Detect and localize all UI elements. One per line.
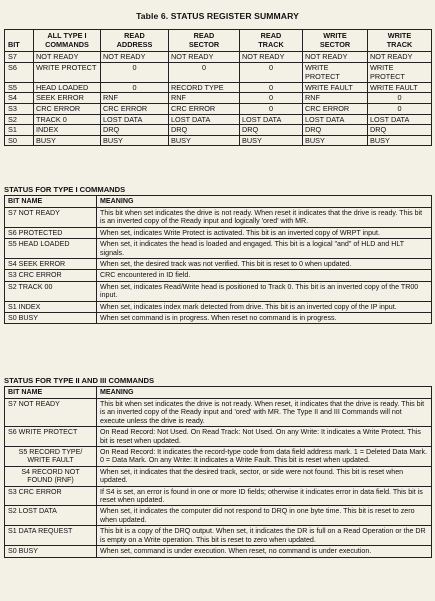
summary-row	[5, 52, 432, 63]
summary-cell: NOT READY	[368, 52, 432, 63]
summary-cell: BUSY	[303, 135, 368, 146]
type23-meaning: On Read Record: Not Used. On Read Track: Not Used. On any Write: It indicates a Write Protect. This bit is reset when updated.	[97, 427, 432, 447]
type23-row	[5, 447, 432, 467]
summary-cell: BUSY	[101, 135, 169, 146]
summary-cell: 0	[368, 103, 432, 114]
summary-cell: SEEK ERROR	[34, 93, 101, 104]
summary-row	[5, 114, 432, 125]
summary-bit-cell: S7	[5, 52, 34, 63]
type23-bit-name: S2 LOST DATA	[5, 506, 97, 526]
summary-cell: CRC ERROR	[101, 103, 169, 114]
type23-bit-name: S0 BUSY	[5, 546, 97, 557]
type1-row	[5, 208, 432, 228]
type23-bit-name: S7 NOT READY	[5, 399, 97, 427]
summary-cell: 0	[240, 82, 303, 93]
summary-cell: RNF	[169, 93, 240, 104]
summary-cell: DRQ	[169, 125, 240, 136]
type1-meaning: CRC encountered in ID field.	[97, 270, 432, 281]
summary-header: BIT	[5, 30, 34, 52]
type23-header-row	[5, 387, 432, 399]
type23-row	[5, 546, 432, 557]
summary-bit-cell: S1	[5, 125, 34, 136]
type1-bit-name: S1 INDEX	[5, 301, 97, 312]
type1-bit-name: S5 HEAD LOADED	[5, 239, 97, 259]
type23-meaning: When set, it indicates that the desired track, sector, or side were not found. This bit is reset when updated.	[97, 466, 432, 486]
summary-header: READ SECTOR	[169, 30, 240, 52]
summary-cell: HEAD LOADED	[34, 82, 101, 93]
type23-bit-name: S4 RECORD NOT FOUND (RNF)	[5, 466, 97, 486]
type1-col-meaning: MEANING	[97, 196, 432, 208]
type23-row	[5, 506, 432, 526]
type23-heading: STATUS FOR TYPE II AND III COMMANDS	[4, 376, 155, 385]
summary-cell: 0	[101, 82, 169, 93]
type1-heading: STATUS FOR TYPE I COMMANDS	[4, 185, 126, 194]
type1-bit-name: S0 BUSY	[5, 313, 97, 324]
summary-bit-cell: S3	[5, 103, 34, 114]
summary-cell: DRQ	[240, 125, 303, 136]
type23-meaning: On Read Record: It indicates the record-type code from data field address mark. 1 = Deleted Data Mark. 0 = Data Mark. On any Write: It indicates a Write Fault. This bit is reset when updated.	[97, 447, 432, 467]
summary-cell: DRQ	[303, 125, 368, 136]
summary-cell: DRQ	[101, 125, 169, 136]
summary-cell: RNF	[101, 93, 169, 104]
type23-meaning: This bit when set indicates the drive is not ready. When reset, it indicates that the drive is ready. This bit is an inverted copy of the Ready input and 'ored' with MR. The Type II and III Commands will not execute unless the drive is ready.	[97, 399, 432, 427]
summary-cell: INDEX	[34, 125, 101, 136]
summary-cell: NOT READY	[240, 52, 303, 63]
summary-row	[5, 135, 432, 146]
summary-cell: BUSY	[34, 135, 101, 146]
type1-row	[5, 281, 432, 301]
summary-cell: CRC ERROR	[303, 103, 368, 114]
summary-cell: WRITE PROTECT	[368, 62, 432, 82]
summary-cell: RECORD TYPE	[169, 82, 240, 93]
summary-cell: WRITE FAULT	[303, 82, 368, 93]
type1-meaning: When set, indicates Read/Write head is positioned to Track 0. This bit is an inverted copy of the TR00 input.	[97, 281, 432, 301]
type1-bit-name: S3 CRC ERROR	[5, 270, 97, 281]
summary-cell: WRITE PROTECT	[34, 62, 101, 82]
summary-row	[5, 82, 432, 93]
summary-cell: RNF	[303, 93, 368, 104]
type23-meaning: This bit is a copy of the DRQ output. When set, it indicates the DR is full on a Read Operation or the DR is empty on a Write operation. This bit is reset to zero when updated.	[97, 526, 432, 546]
type23-row	[5, 466, 432, 486]
summary-cell: 0	[169, 62, 240, 82]
type23-bit-name: S1 DATA REQUEST	[5, 526, 97, 546]
summary-bit-cell: S0	[5, 135, 34, 146]
summary-header: READ TRACK	[240, 30, 303, 52]
type1-meaning: When set, indicates Write Protect is activated. This bit is an inverted copy of WRPT input.	[97, 227, 432, 238]
type1-meaning: When set, the desired track was not verified. This bit is reset to 0 when updated.	[97, 259, 432, 270]
type1-bit-name: S4 SEEK ERROR	[5, 259, 97, 270]
summary-cell: NOT READY	[34, 52, 101, 63]
summary-cell: LOST DATA	[240, 114, 303, 125]
type1-col-bit: BIT NAME	[5, 196, 97, 208]
type23-row	[5, 486, 432, 506]
summary-cell: WRITE PROTECT	[303, 62, 368, 82]
summary-cell: 0	[240, 93, 303, 104]
summary-row	[5, 125, 432, 136]
summary-cell: BUSY	[368, 135, 432, 146]
summary-bit-cell: S5	[5, 82, 34, 93]
type1-header-row	[5, 196, 432, 208]
type23-meaning: If S4 is set, an error is found in one or more ID fields; otherwise it indicates error in data field. This bit is reset when updated.	[97, 486, 432, 506]
summary-cell: CRC ERROR	[169, 103, 240, 114]
type23-bit-name: S5 RECORD TYPE/ WRITE FAULT	[5, 447, 97, 467]
type23-bit-name: S6 WRITE PROTECT	[5, 427, 97, 447]
type1-bit-name: S7 NOT READY	[5, 208, 97, 228]
type1-bit-name: S6 PROTECTED	[5, 227, 97, 238]
summary-cell: 0	[240, 62, 303, 82]
summary-cell: 0	[101, 62, 169, 82]
summary-cell: BUSY	[169, 135, 240, 146]
summary-cell: 0	[240, 103, 303, 114]
type1-meaning: This bit when set indicates the drive is not ready. When reset it indicates that the drive is ready. This bit is an inverted copy of the Ready input and logically 'ored' with MR.	[97, 208, 432, 228]
summary-bit-cell: S6	[5, 62, 34, 82]
type1-meaning: When set, it indicates the head is loaded and engaged. This bit is a logical "and" of HLD and HLT signals.	[97, 239, 432, 259]
summary-header: ALL TYPE I COMMANDS	[34, 30, 101, 52]
summary-header: WRITE TRACK	[368, 30, 432, 52]
type1-row	[5, 239, 432, 259]
summary-cell: NOT READY	[101, 52, 169, 63]
summary-cell: LOST DATA	[303, 114, 368, 125]
type23-meaning: When set, it indicates the computer did not respond to DRQ in one byte time. This bit is reset to zero when updated.	[97, 506, 432, 526]
summary-header: WRITE SECTOR	[303, 30, 368, 52]
type1-status-table	[4, 195, 432, 324]
summary-cell: LOST DATA	[169, 114, 240, 125]
summary-cell: BUSY	[240, 135, 303, 146]
summary-bit-cell: S4	[5, 93, 34, 104]
summary-cell: DRQ	[368, 125, 432, 136]
type1-row	[5, 270, 432, 281]
summary-cell: TRACK 0	[34, 114, 101, 125]
status-register-summary-table	[4, 29, 432, 146]
summary-header-row	[5, 30, 432, 52]
type23-col-meaning: MEANING	[97, 387, 432, 399]
summary-row	[5, 103, 432, 114]
summary-cell: NOT READY	[303, 52, 368, 63]
type23-meaning: When set, command is under execution. When reset, no command is under execution.	[97, 546, 432, 557]
type23-col-bit: BIT NAME	[5, 387, 97, 399]
type1-row	[5, 301, 432, 312]
type1-meaning: When set command is in progress. When reset no command is in progress.	[97, 313, 432, 324]
summary-cell: 0	[368, 93, 432, 104]
summary-cell: NOT READY	[169, 52, 240, 63]
summary-cell: LOST DATA	[101, 114, 169, 125]
type23-bit-name: S3 CRC ERROR	[5, 486, 97, 506]
summary-cell: CRC ERROR	[34, 103, 101, 114]
summary-header: READ ADDRESS	[101, 30, 169, 52]
type23-row	[5, 427, 432, 447]
summary-cell: LOST DATA	[368, 114, 432, 125]
type1-bit-name: S2 TRACK 00	[5, 281, 97, 301]
table-title: Table 6. STATUS REGISTER SUMMARY	[136, 11, 299, 21]
type23-status-table	[4, 386, 432, 558]
summary-cell: WRITE FAULT	[368, 82, 432, 93]
summary-bit-cell: S2	[5, 114, 34, 125]
type23-row	[5, 526, 432, 546]
type1-row	[5, 313, 432, 324]
type23-row	[5, 399, 432, 427]
summary-row	[5, 93, 432, 104]
summary-row	[5, 62, 432, 82]
type1-meaning: When set, indicates index mark detected from drive. This bit is an inverted copy of the IP input.	[97, 301, 432, 312]
type1-row	[5, 227, 432, 238]
type1-row	[5, 259, 432, 270]
